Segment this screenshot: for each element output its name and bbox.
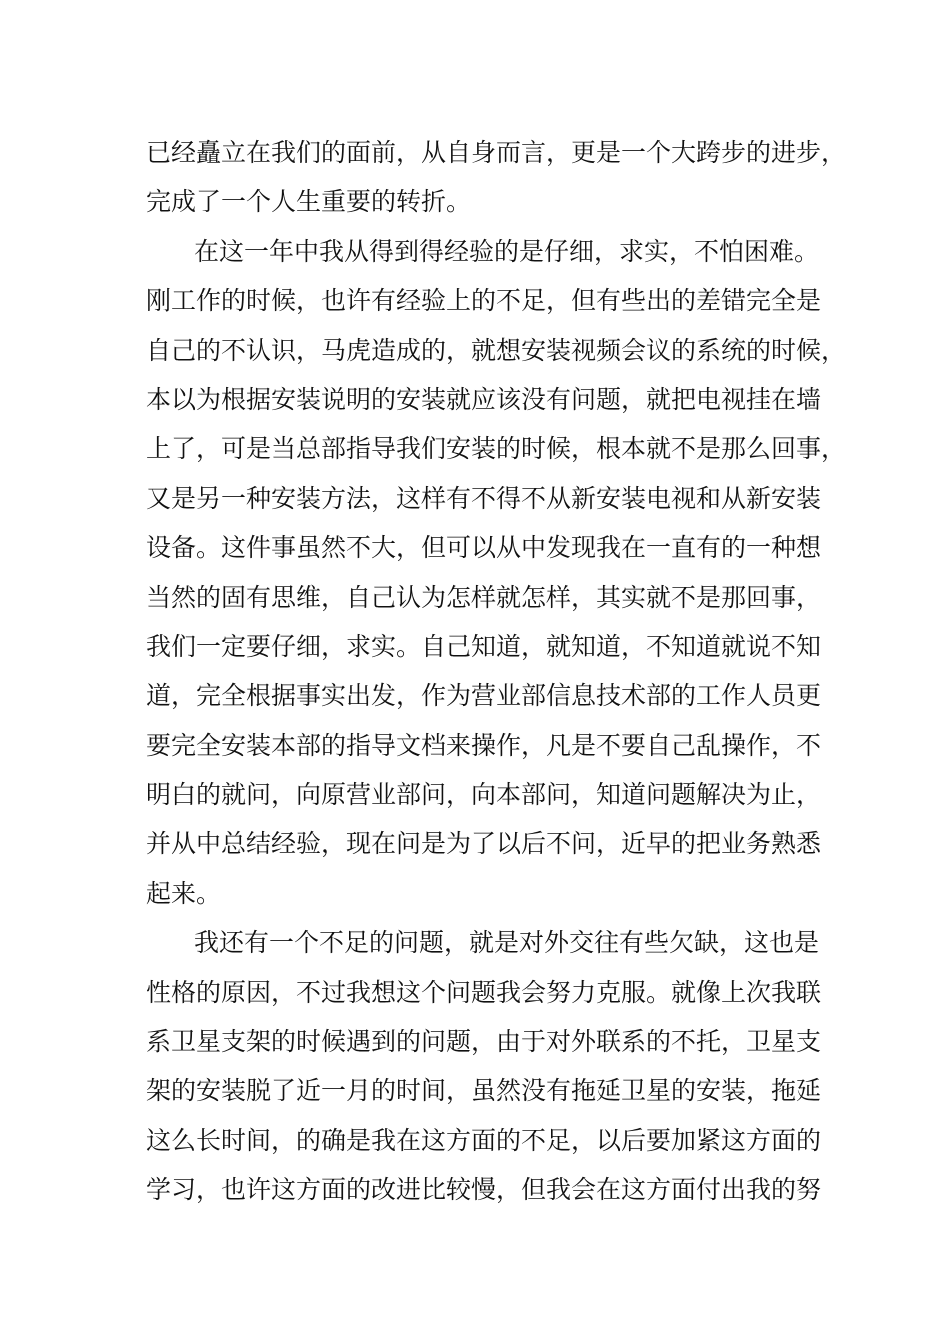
text-line: 又是另一种安装方法，这样有不得不从新安装电视和从新安装 xyxy=(146,483,822,513)
paragraph-start-line: 我还有一个不足的问题，就是对外交往有些欠缺，这也是 xyxy=(194,928,820,958)
text-line: 系卫星支架的时候遇到的问题，由于对外联系的不托，卫星支 xyxy=(146,1027,822,1057)
text-line: 并从中总结经验，现在问是为了以后不问，近早的把业务熟悉 xyxy=(146,829,822,859)
paragraph-start-line: 在这一年中我从得到得经验的是仔细，求实，不怕困难。 xyxy=(194,236,820,266)
text-line: 明白的就问，向原营业部问，向本部问，知道问题解决为止， xyxy=(146,780,822,810)
text-line: 自己的不认识，马虎造成的，就想安装视频会议的系统的时候， xyxy=(146,335,847,365)
text-line: 完成了一个人生重要的转折。 xyxy=(146,187,472,217)
text-line: 架的安装脱了近一月的时间，虽然没有拖延卫星的安装，拖延 xyxy=(146,1076,822,1106)
text-line: 性格的原因，不过我想这个问题我会努力克服。就像上次我联 xyxy=(146,977,822,1007)
text-line: 刚工作的时候，也许有经验上的不足，但有些出的差错完全是 xyxy=(146,286,822,316)
text-line: 上了，可是当总部指导我们安装的时候，根本就不是那么回事， xyxy=(146,434,847,464)
text-line: 起来。 xyxy=(146,878,222,908)
body-text xyxy=(146,128,847,1215)
text-line: 本以为根据安装说明的安装就应该没有问题，就把电视挂在墙 xyxy=(146,384,822,414)
text-line: 这么长时间，的确是我在这方面的不足，以后要加紧这方面的 xyxy=(146,1125,822,1155)
text-line: 道，完全根据事实出发，作为营业部信息技术部的工作人员更 xyxy=(146,681,822,711)
text-line: 我们一定要仔细，求实。自己知道，就知道，不知道就说不知 xyxy=(146,631,822,661)
text-line: 学习，也许这方面的改进比较慢，但我会在这方面付出我的努 xyxy=(146,1175,822,1205)
text-line: 已经矗立在我们的面前，从自身而言，更是一个大跨步的进步， xyxy=(146,138,847,167)
text-line: 设备。这件事虽然不大，但可以从中发现我在一直有的一种想 xyxy=(146,533,822,563)
text-line: 当然的固有思维，自己认为怎样就怎样，其实就不是那回事， xyxy=(146,582,822,612)
text-line: 要完全安装本部的指导文档来操作，凡是不要自己乱操作，不 xyxy=(146,730,822,760)
